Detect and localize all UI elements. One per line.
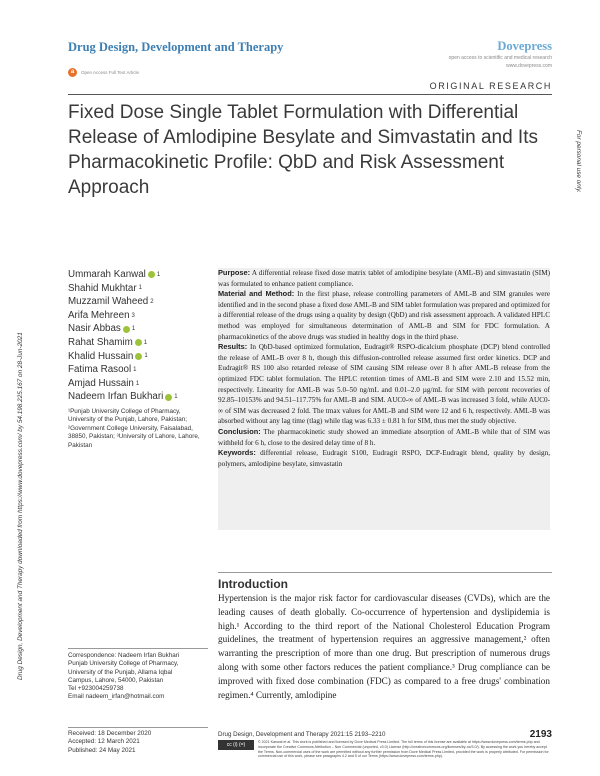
journal-title[interactable]: Drug Design, Development and Therapy	[68, 40, 284, 54]
author-name: Amjad Hussain	[68, 377, 134, 389]
author-item: Rahat Shamim 1	[68, 336, 148, 348]
author-name: Khalid Hussain	[68, 350, 134, 362]
author-name: Nasir Abbas	[68, 323, 121, 335]
author-item: Nasir Abbas 1	[68, 323, 136, 335]
abstract-purpose	[218, 268, 550, 289]
author-item: Amjad Hussain 1	[68, 377, 140, 389]
page-number: 2193	[529, 729, 552, 740]
download-watermark	[17, 130, 29, 680]
orcid-icon[interactable]	[165, 394, 172, 401]
orcid-icon[interactable]	[148, 271, 155, 278]
abstract-conclusion-label: Conclusion:	[218, 426, 261, 436]
introduction-paragraph: Hypertension is the major risk factor for cardiovascular diseases (CVDs), which are the leading causes of death globally. Co-occurrence of hypertension and dyslipidemia is high.¹ According to the third report of the National Cholesterol Education Program guidelines, the treatment of hypertension requires an aggressive management,² often warranting the prescription of more than one drug. But prescription of numerous drugs along with some other factors reduces the patient compliance.³ Drug compliance can be improved with fixed dose combination (FDC) as compared to a free drugs' combination regimen.⁴ Currently, amlodipine	[218, 593, 550, 700]
footer-citation[interactable]: Drug Design, Development and Therapy 2021:15 2193–2210	[218, 731, 386, 738]
author-item: Nadeem Irfan Bukhari 1	[68, 391, 178, 403]
author-item: Ummarah Kanwal 1	[68, 269, 161, 280]
abstract-results-text: In QbD-based optimized formulation, Eudragit® RSPO-dicalcium phosphate (DCP) blend controlled the release of AML-B over 8 h, though this diffusion-controlled release assumed first order kinetics. DCP and Eudragit® RS 100 also retarded release of SIM causing SIM release over 8 h after AML-B release from the optimized FDC tablet formulation. The HPLC retention times of AML-B and SIM were 2.10 and 15.52 min, respectively. Linearity for AML-B was 5.0–50 ng/mL and 0.01–2.0 µg/mL for SIM with percent recoveries of 92.85–10153% and 94.51–117.75% for AML-B and SIM. AUC0-∞ of AML-B was increased 3 fold, while AUC0-∞ of SIM was decreased 2 fold. The tmax values for AML-B and SIM were 12 and 6 h, respectively. AML-B was absorbed without any lag time (tlag) while tlag was 6.33 ± 0.81 h for SIM, thus met the study objective.	[218, 343, 550, 426]
open-access-badge	[68, 68, 139, 77]
publisher-logo[interactable]: Dovepress	[497, 39, 552, 53]
abstract-keywords	[218, 448, 550, 469]
correspondence-line: University of the Punjab, Allama Iqbal	[68, 668, 173, 676]
orcid-icon[interactable]	[135, 339, 142, 346]
orcid-icon[interactable]	[135, 353, 142, 360]
dates-divider	[68, 727, 208, 728]
abstract-results	[218, 342, 550, 427]
abstract-conclusion	[218, 427, 550, 448]
publisher-tagline: open access to scientific and medical research	[448, 55, 552, 61]
article-title: Fixed Dose Single Tablet Formulation with Differential Release of Amlodipine Besylate and Simvastatin and Its Pharmacokinetic Profile: QbD and Risk Assessment Approach	[68, 102, 538, 198]
introduction-body	[218, 592, 550, 702]
author-list	[68, 268, 188, 404]
author-item: Arifa Mehreen 3	[68, 309, 135, 321]
abstract-purpose-label: Purpose:	[218, 268, 251, 277]
abstract	[218, 268, 550, 469]
abstract-methods-text: In the first phase, release controlling parameters of AML-B and SIM granules were identified and in the second phase a fixed dose AML-B and SIM tablet formulation was prepared and optimized for a differential release of the drugs using a quality by design (QbD) and risk assessment approach. A validated HPLC method was employed for simultaneous determination of AML-B and SIM for FDC formulation. A pharmacokinetics of the above drugs was studied in healthy dogs in the third phase.	[218, 290, 550, 341]
introduction-heading: Introduction	[218, 577, 288, 591]
author-name: Nadeem Irfan Bukhari	[68, 391, 164, 403]
author-name: Muzzamil Waheed	[68, 296, 149, 308]
publication-dates	[68, 730, 208, 755]
author-name: Rahat Shamim	[68, 336, 133, 348]
author-item: Shahid Mukhtar 1	[68, 282, 142, 294]
abstract-keywords-label: Keywords:	[218, 448, 256, 458]
author-item: Muzzamil Waheed 2	[68, 296, 154, 308]
author-name: Arifa Mehreen	[68, 309, 130, 321]
correspondence-line: Campus, Lahore, 54000, Pakistan	[68, 676, 164, 684]
abstract-methods	[218, 289, 550, 342]
received-date: Received: 18 December 2020	[68, 730, 152, 737]
personal-use-text: For personal use only.	[575, 130, 582, 193]
affiliations: ¹Punjab University College of Pharmacy, University of the Punjab, Lahore, Pakistan; ²Government College University, Faisalabad, 38850, Pakistan; ³University of Lahore, Lahore, Pakistan	[68, 408, 200, 449]
open-access-label: Open Access Full Text Article	[81, 70, 139, 75]
license-block	[218, 740, 552, 759]
published-date: Published: 24 May 2021	[68, 746, 136, 754]
author-name: Ummarah Kanwal	[68, 269, 146, 280]
orcid-icon[interactable]	[123, 326, 130, 333]
abstract-results-label: Results:	[218, 342, 248, 352]
license-text: © 2021 Kanwal et al. This work is published and licensed by Dove Medical Press Limited. The full terms of this license are available at https://www.dovepress.com/terms.php and incorporate the Creative Commons Attribution – Non Commercial (unported, v3.0) License (http://creativecommons.org/licenses/by-nc/3.0/). By accessing the work you hereby accept the Terms. Non-commercial uses of the work are permitted without any further permission from Dove Medical Press Limited, provided the work is properly attributed. For permission for commercial use of this work, please see paragraphs 4.2 and 5 of our Terms (https://www.dovepress.com/terms.php).	[258, 740, 549, 759]
abstract-purpose-text: A differential release fixed dose matrix tablet of amlodipine besylate (AML-B) and simvastatin (SIM) was formulated to enhance patient compliance.	[218, 269, 550, 288]
abstract-methods-label: Material and Method:	[218, 289, 295, 299]
header-divider	[68, 94, 552, 95]
correspondence-divider	[68, 648, 208, 649]
correspondence	[68, 652, 208, 702]
correspondence-line: Tel +923004259738	[68, 685, 124, 693]
open-access-icon: a	[68, 68, 77, 77]
correspondence-email[interactable]: Email nadeem_irfan@hotmail.com	[68, 693, 165, 701]
introduction-divider	[218, 572, 552, 573]
personal-use-note	[568, 130, 582, 310]
author-name: Shahid Mukhtar	[68, 282, 137, 294]
accepted-date: Accepted: 12 March 2021	[68, 738, 140, 746]
abstract-keywords-text: differential release, Eudragit S100, Eudragit RSPO, DCP-Eudragit blend, quality by design, polymers, amlodipine besylate, simvastatin	[218, 449, 550, 468]
download-watermark-text: Drug Design, Development and Therapy downloaded from https://www.dovepress.com/ by 54.198.225.167 on 28-Jun-2021	[17, 332, 24, 680]
correspondence-line: Punjab University College of Pharmacy,	[68, 660, 179, 668]
section-label: ORIGINAL RESEARCH	[429, 81, 552, 91]
author-item: Fatima Rasool 1	[68, 364, 137, 376]
author-name: Fatima Rasool	[68, 364, 132, 376]
abstract-conclusion-text: The pharmacokinetic study showed an immediate absorption of AML-B while that of SIM was withheld for 6 h, close to the desired delay time of 8 h.	[218, 427, 550, 447]
author-item: Khalid Hussain 1	[68, 350, 148, 362]
publisher-url[interactable]: www.dovepress.com	[506, 63, 552, 69]
cc-license-icon[interactable]: cc (i) (=)	[218, 740, 254, 750]
correspondence-line: Correspondence: Nadeem Irfan Bukhari	[68, 652, 180, 659]
